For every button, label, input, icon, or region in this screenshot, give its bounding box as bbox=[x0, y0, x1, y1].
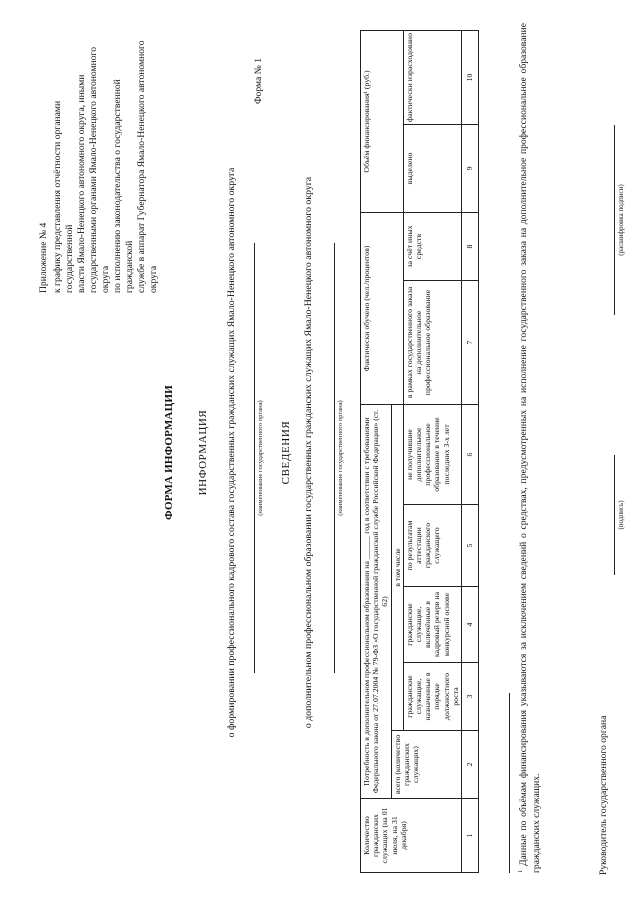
column-number: 8 bbox=[462, 212, 479, 280]
header-including: в том числе bbox=[391, 404, 403, 730]
footnote-text: Данные по объёмам финансирования указываются за исключением сведений о средствах, предусмотренных на исполнение государственного заказа на дополнительное профессиональное образование гражданских служащих. bbox=[518, 23, 542, 873]
footnote bbox=[515, 23, 543, 873]
training-table bbox=[360, 30, 479, 873]
header-other-funds: за счёт иных средств bbox=[403, 212, 461, 280]
annex-line: округа bbox=[148, 265, 159, 293]
column-number: 2 bbox=[462, 731, 479, 799]
column-number: 4 bbox=[462, 587, 479, 663]
header-allocated: выделено bbox=[403, 124, 461, 212]
decode-caption: (расшифровка подписи) bbox=[617, 184, 625, 256]
svedeniya-title: СВЕДЕНИЯ bbox=[280, 420, 292, 485]
header-not-trained: не получившие дополнительное профессиональное образование в течение последних 3-х лет bbox=[403, 404, 461, 504]
organ-name-caption: (наименование государственного органа) bbox=[257, 400, 264, 516]
column-number: 3 bbox=[462, 663, 479, 731]
organ-name-line bbox=[254, 243, 255, 673]
column-number: 1 bbox=[462, 799, 479, 873]
header-total: всего (количество гражданских служащих) bbox=[391, 731, 461, 799]
annex-line: власти Ямало-Ненецкого автономного округа, иными bbox=[76, 74, 87, 293]
column-number: 5 bbox=[462, 505, 479, 587]
annex-title: Приложение № 4 bbox=[38, 222, 49, 293]
info-title: ИНФОРМАЦИЯ bbox=[197, 409, 209, 496]
svedeniya-subtitle: о дополнительном профессиональном образовании государственных гражданских служащих Ямало-Ненецкого автономного округа bbox=[303, 176, 314, 729]
header-spent: фактически израсходовано bbox=[403, 30, 461, 124]
header-state-order: в рамках государственного заказа на дополнительное профессиональное образование bbox=[403, 280, 461, 404]
header-financing: Объём финансирования¹ (руб.) bbox=[361, 30, 404, 212]
header-reserve: гражданские служащие, включённые в кадровый резерв на конкурсной основе bbox=[403, 587, 461, 663]
form-number: Форма № 1 bbox=[253, 58, 264, 105]
column-number: 9 bbox=[462, 124, 479, 212]
annex-block bbox=[38, 31, 160, 293]
column-number: 10 bbox=[462, 30, 479, 124]
header-attestation: по результатам аттестации гражданского служащего bbox=[403, 505, 461, 587]
info-subtitle: о формировании профессионального кадрового состава государственных гражданских служащих Ямало-Ненецкого автономного округа bbox=[226, 167, 237, 738]
signature-caption: (подпись) bbox=[617, 500, 625, 530]
annex-line: службе в аппарат Губернатора Ямало-Ненецкого автономного bbox=[136, 40, 147, 293]
decode-line bbox=[614, 125, 615, 315]
column-number: 7 bbox=[462, 280, 479, 404]
header-employee-count: Количество гражданских служащих (на 01 июля, на 31 декабря) bbox=[361, 799, 462, 873]
organ-name-caption-2: (наименование государственного органа) bbox=[337, 400, 344, 516]
signature-line bbox=[614, 455, 615, 575]
annex-line: к графику представления отчётности органами государственной bbox=[52, 100, 75, 293]
annex-line: по исполнению законодательства о государственной гражданской bbox=[112, 79, 135, 293]
form-title: ФОРМА ИНФОРМАЦИИ bbox=[163, 385, 175, 520]
footnote-separator bbox=[509, 693, 510, 873]
header-trained: Фактически обучено (чел./процентов) bbox=[361, 212, 404, 404]
annex-line: государственными органами Ямало-Ненецкого автономного округа bbox=[88, 46, 111, 293]
header-promotion: гражданские служащие, назначенные в порядке должностного роста bbox=[403, 663, 461, 731]
signer-role: Руководитель государственного органа bbox=[598, 715, 609, 875]
column-number: 6 bbox=[462, 404, 479, 504]
header-need: Потребность в дополнительном профессиональном образовании на ______ год в соответствии с требованиями Федерального закона от 27.07.2004 № 79-ФЗ «О государственной гражданской службе Российской Федерации» (ст. 62) bbox=[361, 404, 392, 798]
footnote-mark: 1 bbox=[517, 869, 524, 873]
organ-name-line-2 bbox=[334, 243, 335, 673]
